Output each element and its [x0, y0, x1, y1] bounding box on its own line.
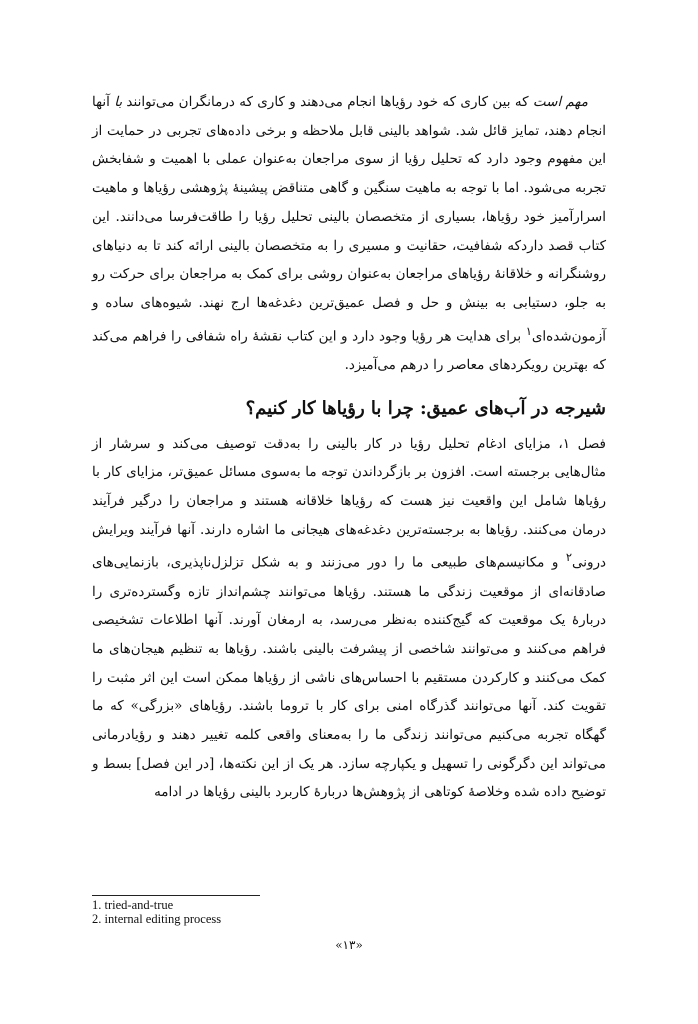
chapter-paragraph: [92, 430, 606, 808]
footnote-1: 1. tried-and-true: [92, 898, 174, 912]
intro-text-part-2: آنها انجام دهند، تمایز قائل شد. شواهد بالینی قابل ملاحظه و برخی داده‌های تجربی در حمایت از این مفهوم وجود دارد که تحلیل رؤیا از سوی مراجعان به‌عنوان عملی با اهمیت و شفابخش تجربه می‌شود. اما با توجه به ماهیت سنگین و گاهی متناقض پیشینهٔ پژوهشی رؤیاها و ماهیت اسرارآمیز خود رؤیاها، بسیاری از متخصصان بالینی تحلیل رؤیا را طاقت‌فرسا می‌دانند. این کتاب قصد داردکه شفافیت، حقانیت و مسیری را به متخصصان بالینی ارائه کند تا به دنیاهای روشنگرانه و خلاقانهٔ رؤیاهای مراجعان به‌عنوان روشی برای کمک به مراجعان برای حرکت رو به جلو، دستیابی به بینش و حل و فصل عمیق‌ترین دغدغه‌ها ارج نهند. شیوه‌های ساده و آزمون‌شده‌ای: [92, 94, 606, 345]
footnotes: [92, 898, 392, 926]
chapter-text-part-2: و مکانیسم‌های طبیعی ما را دور می‌زنند و به شکل تزلزل‌ناپذیری، بازنمایی‌های صادقانه‌ای از موقعیت زندگی ما هستند. رؤیاها می‌توانند چشم‌انداز تازه وگسترده‌تری را دربارهٔ یک موقعیت که گیج‌کننده به‌نظر می‌رسد، به ارمغان آورند. آنها اطلاعات تشخیصی فراهم می‌کنند و می‌توانند شاخصی از پیشرفت بالینی باشند. رؤیاها به تنظیم هیجان‌های ما کمک می‌کنند و کارکردن مستقیم با احساس‌های ناشی از رؤیاها ممکن است این اثر مثبت را تقویت کند. آنها می‌توانند گذرگاه امنی برای کار با تروما باشند. رؤیاهای «بزرگی» که ما گهگاه تجربه می‌کنیم می‌توانند زندگی ما را به‌معنای واقعی کلمه تغییر دهند و رؤیادرمانی می‌تواند این دگرگونی را تسهیل و یکپارچه سازد. هر یک از این نکته‌ها، [در این فصل] بسط و توضیح داده شده وخلاصهٔ کوتاهی از پژوهش‌ها دربارهٔ کاربرد بالینی رؤیاها در ادامه: [92, 554, 606, 801]
page-body: [92, 88, 606, 807]
intro-text-part-3: برای هدایت هر رؤیا وجود دارد و این کتاب نقشهٔ راه شفافی را فراهم می‌کند که بهترین رویکردهای معاصر را درهم می‌آمیزد.: [92, 328, 606, 373]
intro-text-part-1: که بین کاری که خود رؤیاها انجام می‌دهند و کاری که درمانگران می‌توانند: [122, 94, 533, 110]
footnote-2: 2. internal editing process: [92, 912, 222, 926]
emphasis-text-2: با: [114, 94, 123, 110]
intro-paragraph: [92, 88, 606, 380]
footnote-ref-2: ۲: [565, 551, 572, 565]
footnote-divider: [92, 895, 260, 896]
footnote-ref-1: ۱: [525, 324, 532, 338]
page-number: «۱۳»: [335, 938, 363, 952]
emphasis-text: مهم است: [532, 94, 588, 110]
chapter-text-part-1: فصل ۱، مزایای ادغام تحلیل رؤیا در کار بالینی را به‌دقت توصیف می‌کند و سرشار از مثال‌هایی برجسته است. افزون بر بازگرداندن توجه ما به‌سوی مسائل عمیق‌تر، مزایای کار با رؤیاها شامل این واقعیت نیز هست که رؤیاها خلاقانه هستند و مراجعان را درگیر فرآیند درمان می‌کنند. رؤیاها به برجسته‌ترین دغدغه‌های هیجانی ما اشاره دارند. آنها فرآیند ویرایش درونی: [92, 435, 606, 571]
section-heading: شیرجه در آب‌های عمیق: چرا با رؤیاها کار کنیم؟: [245, 397, 606, 419]
